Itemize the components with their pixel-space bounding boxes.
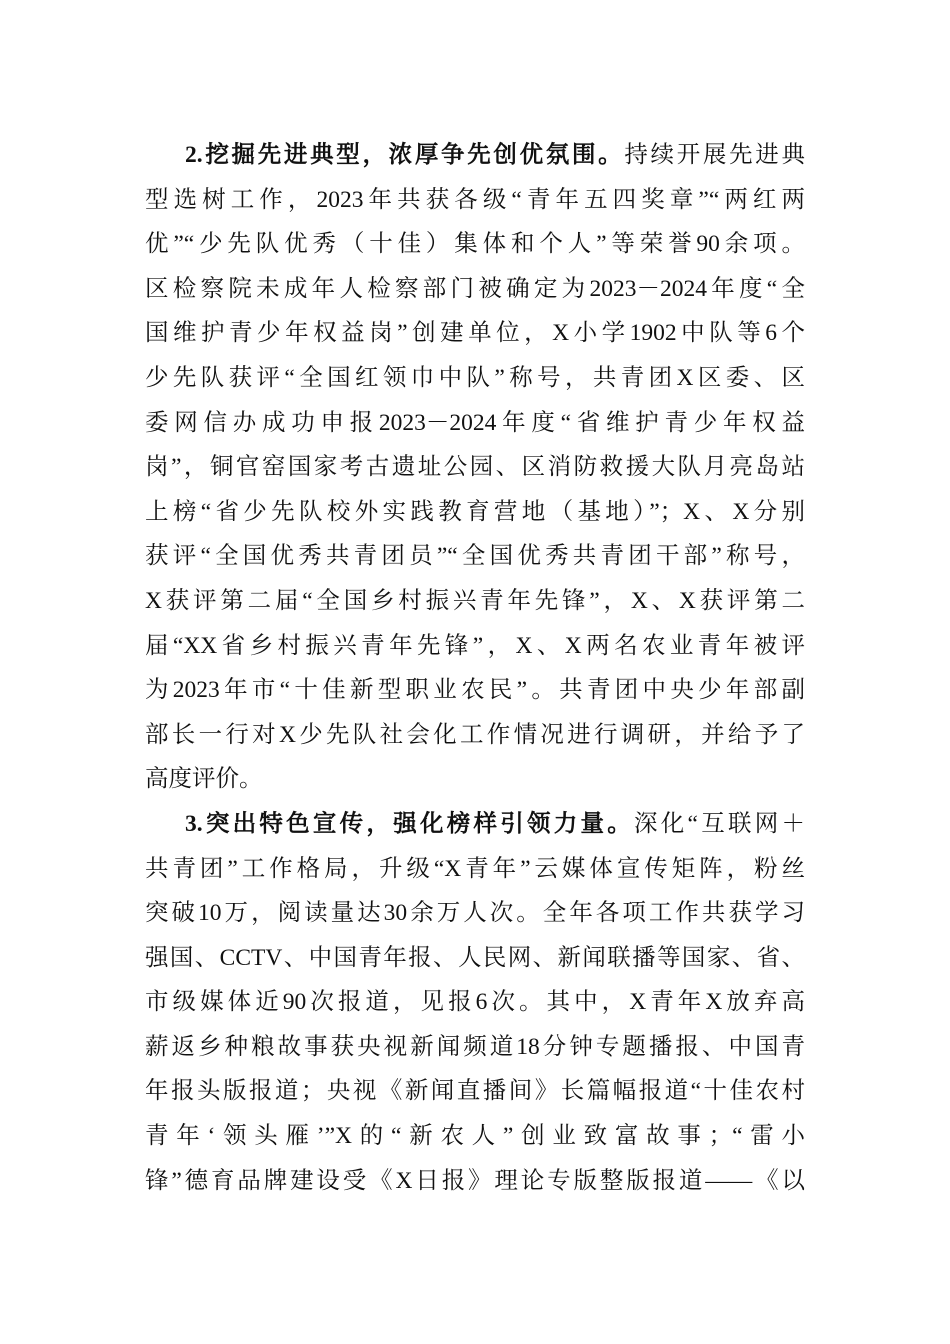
text-line: 强国、CCTV、中国青年报、人民网、新闻联播等国家、省、	[145, 944, 805, 971]
text-line: 共青团”工作格局，升级“X青年”云媒体宣传矩阵，粉丝	[145, 855, 805, 882]
text-line: 优”“少先队优秀（十佳）集体和个人”等荣誉90余项。	[145, 231, 805, 258]
text-line: 委网信办成功申报2023－2024年度“省维护青少年权益	[145, 409, 805, 436]
paragraph-heading: 3.突出特色宣传，强化榜样引领力量。	[185, 810, 635, 837]
text-line: 青年‘领头雁’”X的“新农人”创业致富故事；“雷小	[145, 1123, 805, 1150]
text-line: 突破10万，阅读量达30余万人次。全年各项工作共获学习	[145, 900, 805, 927]
text-line: 型选树工作，2023年共获各级“青年五四奖章”“两红两	[145, 186, 805, 213]
text-line: X获评第二届“全国乡村振兴青年先锋”，X、X获评第二	[145, 587, 805, 614]
text-line: 区检察院未成年人检察部门被确定为2023－2024年度“全	[145, 275, 805, 302]
text-line: 高度评价。	[145, 766, 263, 793]
text-line: 少先队获评“全国红领巾中队”称号，共青团X区委、区	[145, 364, 805, 391]
paragraph-first-line	[145, 802, 805, 847]
paragraph-text: 持续开展先进典	[624, 142, 806, 168]
text-line: 市级媒体近90次报道，见报6次。其中，X青年X放弃高	[145, 989, 805, 1016]
document-page	[145, 133, 805, 1203]
text-line: 国维护青少年权益岗”创建单位，X小学1902中队等6个	[145, 320, 805, 347]
paragraph-2	[145, 133, 805, 802]
text-line: 部长一行对X少先队社会化工作情况进行调研，并给予了	[145, 721, 805, 748]
text-line: 为2023年市“十佳新型职业农民”。共青团中央少年部副	[145, 677, 805, 704]
text-line: 岗”，铜官窑国家考古遗址公园、区消防救援大队月亮岛站	[145, 454, 805, 481]
paragraph-3	[145, 802, 805, 1203]
paragraph-heading: 2.挖掘先进典型，浓厚争先创优氛围。	[185, 142, 625, 168]
text-line: 上榜“省少先队校外实践教育营地（基地）”；X、X分别	[145, 498, 805, 525]
paragraph-first-line	[145, 133, 805, 178]
text-line: 锋”德育品牌建设受《X日报》理论专版整版报道——《以	[145, 1167, 805, 1194]
text-line: 获评“全国优秀共青团员”“全国优秀共青团干部”称号，	[145, 543, 805, 570]
text-line: 年报头版报道；央视《新闻直播间》长篇幅报道“十佳农村	[145, 1078, 805, 1105]
text-line: 薪返乡种粮故事获央视新闻频道18分钟专题播报、中国青	[145, 1033, 805, 1060]
paragraph-text: 深化“互联网＋	[634, 810, 805, 837]
text-line: 届“XX省乡村振兴青年先锋”，X、X两名农业青年被评	[145, 632, 805, 659]
